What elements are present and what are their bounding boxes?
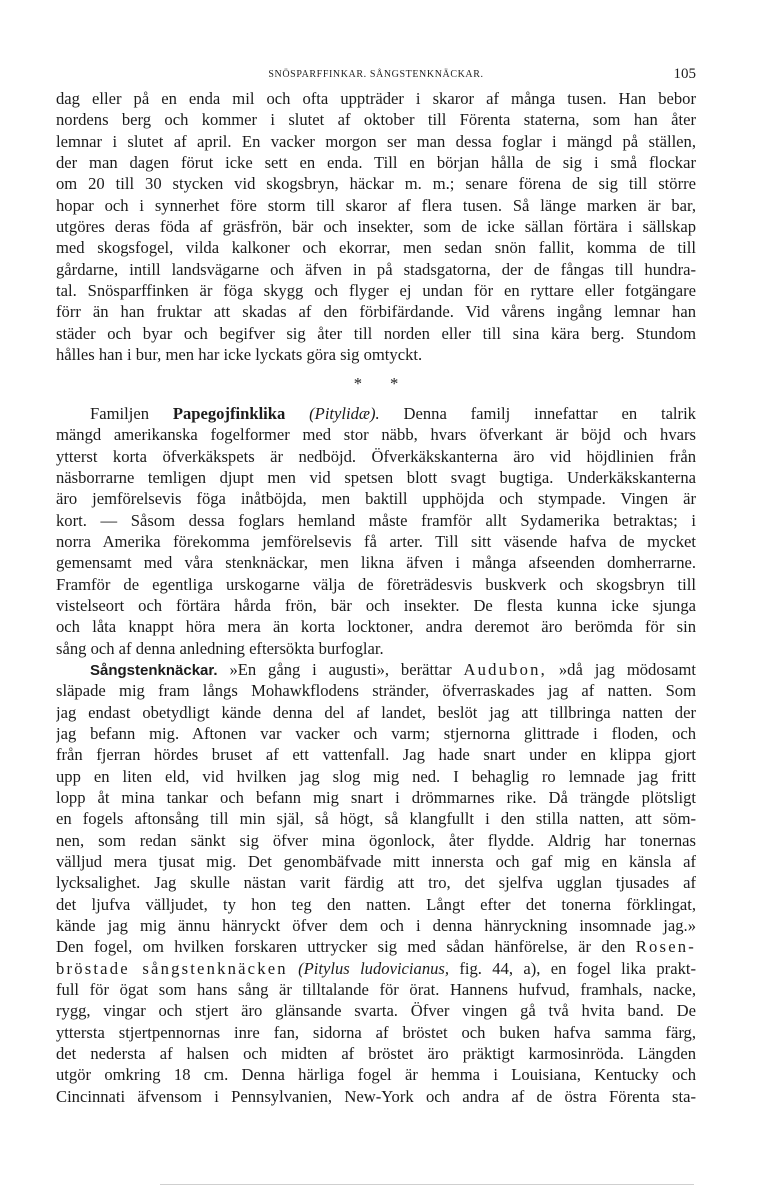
text-line: och låta knappt höra mera än korta locktoner, andra deremot äro berömda för sin <box>56 617 696 637</box>
separator-star: * <box>353 374 362 394</box>
section-separator <box>56 373 696 394</box>
text-line: rygg, vingar och stjert äro glänsande svarta. Öfver vingen gå två hvita band. De <box>56 1001 696 1021</box>
text-line <box>56 659 696 680</box>
text-line: mängd amerikanska fogelformer med stor näbb, hvars öfverkant är böjd och hvars <box>56 425 696 445</box>
text-line: med skogsfogel, vilda kalkoner och ekorrar, men sedan snön fallit, komma de till <box>56 238 696 258</box>
text-line: kände jag mig ännu hänryckt öfver dem och i denna hänryckning insomnade jag.» <box>56 916 696 936</box>
text-line: dag eller på en enda mil och ofta uppträder i skaror af många tusen. Han bebor <box>56 89 696 108</box>
text-line: full för ögat som hans sång är tilltalande för örat. Hannens hufvud, framhals, nacke, <box>56 980 696 1000</box>
text-line <box>56 936 696 957</box>
species-latin-name: (Pitylus ludovicianus, <box>298 958 450 978</box>
paragraph-papegojfinklika <box>56 403 696 659</box>
text-line: tal. Snösparffinken är föga skygg och flyger ej undan för en ryttare eller fotgängare <box>56 281 696 301</box>
text-line: från fjerran hördes bruset af ett vattenfall. Jag hade snart under en klippa gjort <box>56 745 696 765</box>
text-line: kort. — Såsom dessa foglars hemland måste framför allt Sydamerika betraktas; i <box>56 510 696 530</box>
text-line: utgör omkring 18 cm. Denna härliga fogel är hemma i Louisiana, Kentucky och <box>56 1065 696 1085</box>
text-line: norra Amerika förekomma jemförelsevis få arter. Till sitt väsende hafva de mycket <box>56 531 696 551</box>
body-text <box>56 88 696 1107</box>
text-line: ytterst korta öfverkäkspets är nedböjd. Öfverkäkskanterna äro vid höjdlinien från <box>56 446 696 466</box>
species-heading: Sångstenknäckar. <box>90 661 218 679</box>
paragraph-snosparffink <box>56 88 696 365</box>
text-line: jag befann mig. Aftonen var vacker och varm; stjernorna glittrade i floden, och <box>56 723 696 743</box>
family-latin-name: (Pitylidæ). <box>309 403 380 423</box>
text-line <box>56 403 696 424</box>
running-title: SNÖSPARFFINKAR. SÅNGSTENKNÄCKAR. <box>268 69 484 80</box>
text-line: jag endast obetydligt kände denna del af landet, beslöt jag att tillbringa natten der <box>56 702 696 722</box>
text-fragment: Den fogel, om hvilken forskaren uttrycker sig med sådan hänförelse, är den <box>56 937 626 957</box>
text-line: städer och byar och begifver sig åter till norden eller till sina kära berg. Stundom <box>56 323 696 343</box>
text-line: om 20 till 30 stycken vid skogsbryn, häckar m. m.; senare förena de sig till större <box>56 174 696 194</box>
text-line: yttersta stjertpennornas inre fan, sidorna af bröstet och buken hafva samma färg, <box>56 1022 696 1042</box>
author-name: Audubon, <box>463 659 547 679</box>
separator-star: * <box>390 374 399 394</box>
page-edge-line <box>160 1184 694 1185</box>
text-line: vistelseort och förtära hårda frön, bär och insekter. De flesta kunna icke sjunga <box>56 595 696 615</box>
text-line: lycksalighet. Jag skulle nästan varit färdig att tro, det sjelfva ugglan tjusades af <box>56 873 696 893</box>
text-line: sång och af denna anledning eftersökta burfoglar. <box>56 638 384 658</box>
text-line: gemensamt med våra stenknäckar, men likna äfven i många afseenden domherrarne. <box>56 553 696 573</box>
text-line: äro jemförelsevis föga inåtböjda, men baktill upphöjda och stympade. Vingen är <box>56 489 696 509</box>
text-line: hopar och i synnerhet före storm till skaror af flera tusen. Så länge marken är bar, <box>56 195 696 215</box>
text-line: der man dagen förut icke sett en enda. Till en början hålla de sig i små flockar <box>56 153 696 173</box>
text-line: Framför de egentliga urskogarne välja de företrädesvis buskverk och skogsbryn till <box>56 574 696 594</box>
text-line: förr än han fruktar att skadas af den förbifärdande. Vid vårens ingång lemnar han <box>56 302 696 322</box>
text-line: utgöres deras föda af gräsfrön, bär och insekter, som de icke sällan förtära i sällskap <box>56 217 696 237</box>
text-line: lemnar i slutet af april. En vacker morgon ser man dessa foglar i mängd på ställen, <box>56 131 696 151</box>
text-line: nen, som redan sänkt sig öfver mina ögonlock, åter flydde. Aldrig har tonernas <box>56 830 696 850</box>
text-line: nordens berg och kommer i slutet af oktober till Förenta staterna, som han åter <box>56 110 696 130</box>
text-line: lopp åt mina tankar och befann mig snart i drömmarnes rike. Då trängde plötsligt <box>56 788 696 807</box>
text-line: det nedersta af halsen och midten af bröstet äro präktigt karmosinröda. Längden <box>56 1044 696 1064</box>
page-number: 105 <box>673 66 696 82</box>
text-line <box>56 958 696 979</box>
text-fragment: Denna familj innefattar en talrik <box>403 403 696 423</box>
text-line: upp en liten eld, vid hvilken jag slog mig ned. I behaglig ro lemnade jag fritt <box>56 766 696 786</box>
text-line: släpade mig fram långs Mohawkflodens stränder, öfverraskades jag af natten. Som <box>56 681 696 701</box>
text-line: näsborrarne temligen djupt men vid spetsen blott svagt bugtiga. Underkäkskanterna <box>56 467 696 487</box>
text-line: välljud mera tjusat mig. Det genombäfvade mitt innersta och gaf mig en känsla af <box>56 852 696 872</box>
text-fragment: »En gång i augusti», berättar <box>229 659 452 679</box>
text-line: Cincinnati äfvensom i Pennsylvanien, New-York och andra af de östra Förenta sta- <box>56 1086 696 1106</box>
text-line: hålles han i bur, men har icke lyckats göra sig omtyckt. <box>56 345 423 365</box>
text-fragment: »då jag mödosamt <box>558 659 696 679</box>
species-name-spaced: Rosen- <box>635 937 696 957</box>
text-line: det ljufva välljudet, ty hon teg den natten. Långt efter det tonerna förklingat, <box>56 894 696 914</box>
family-intro: Familjen <box>90 403 149 423</box>
text-fragment: fig. 44, a), en fogel lika prakt- <box>459 958 696 978</box>
species-name-spaced: bröstade sångstenknäcken <box>56 958 288 978</box>
text-line: en fogels aftonsång till min själ, så högt, så klangfullt i den stilla natten, att söm- <box>56 809 696 829</box>
text-line: gårdarne, intill landsvägarne och äfven in på stadsgatorna, der de fångas till hundra- <box>56 259 696 279</box>
paragraph-sangstenknackar <box>56 659 696 1107</box>
family-name: Papegojfinklika <box>172 403 286 423</box>
running-head <box>56 66 696 84</box>
